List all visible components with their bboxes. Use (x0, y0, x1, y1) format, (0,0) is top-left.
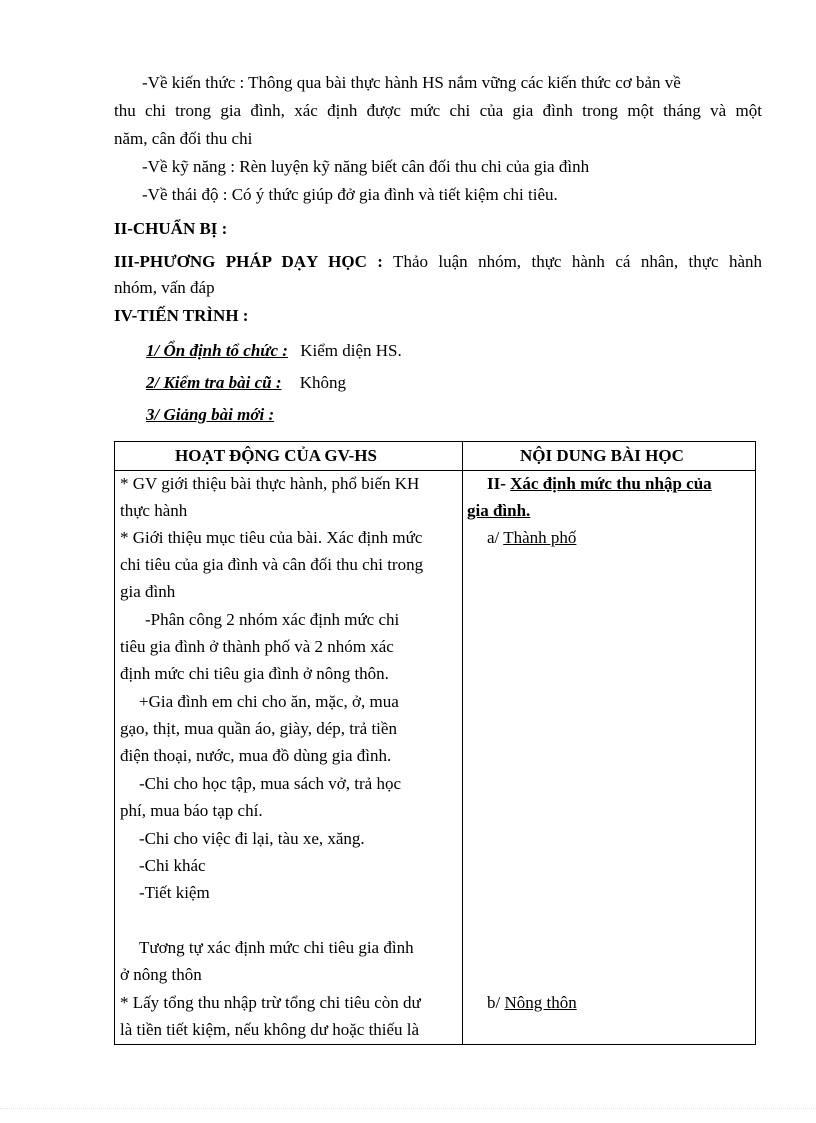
table-header-divider (115, 470, 755, 471)
content-item-label: Nông thôn (504, 993, 577, 1012)
content-item-prefix: a/ (487, 528, 504, 547)
table-header-activities: HOẠT ĐỘNG CỦA GV-HS (175, 446, 377, 465)
activity-line: -Phân công 2 nhóm xác định mức chi (145, 610, 400, 629)
table-header-content: NỘI DUNG BÀI HỌC (520, 446, 684, 465)
step-organization (146, 340, 402, 362)
content-heading (487, 473, 712, 495)
activity-line: là tiền tiết kiệm, nếu không dư hoặc thiếu là (120, 1020, 420, 1039)
methods-text-1: Thảo luận nhóm, thực hành cá nhân, thực hành (382, 252, 762, 271)
activity-line: gạo, thịt, mua quần áo, giày, dép, trả tiền (120, 719, 397, 738)
activity-line: -Chi cho học tập, mua sách vở, trả học (139, 774, 402, 793)
activity-line: gia đình (120, 582, 176, 601)
content-item-countryside (487, 992, 577, 1014)
activity-line: phí, mua báo tạp chí. (120, 801, 263, 820)
attitude-objective: -Về thái độ : Có ý thức giúp đở gia đình và tiết kiệm chi tiêu. (142, 185, 558, 204)
step-label: 3/ Giảng bài mới : (146, 405, 275, 424)
step-label: 1/ Ổn định tổ chức : (146, 341, 288, 360)
section-preparation: II-CHUẨN BỊ : (114, 219, 228, 238)
activity-line: định mức chi tiêu gia đình ở nông thôn. (120, 664, 389, 683)
page-bottom-rule (0, 1108, 816, 1109)
knowledge-objective-line-1: -Về kiến thức : Thông qua bài thực hành HS nắm vững các kiến thức cơ bản về (142, 73, 681, 92)
content-item-label: Thành phố (503, 528, 577, 547)
methods-text-2: nhóm, vấn đáp (114, 278, 215, 297)
activity-line: * Giới thiệu mục tiêu của bài. Xác định mức (120, 528, 423, 547)
activity-line: -Chi cho việc đi lại, tàu xe, xăng. (139, 829, 365, 848)
activity-line: chi tiêu của gia đình và cân đối thu chi trong (120, 555, 424, 574)
activity-line: tiêu gia đình ở thành phố và 2 nhóm xác (120, 637, 394, 656)
activity-line: Tương tự xác định mức chi tiêu gia đình (139, 938, 414, 957)
step-value: Không (299, 373, 347, 392)
lesson-table (114, 441, 756, 1045)
content-heading-prefix: II- (487, 474, 506, 493)
knowledge-objective-line-2: thu chi trong gia đình, xác định được mức chi của gia đình trong một tháng và một (114, 101, 762, 120)
step-check-old-lesson (146, 372, 346, 394)
content-heading-text: Xác định mức thu nhập của (510, 474, 712, 493)
methods-heading: III-PHƯƠNG PHÁP DẠY HỌC : (114, 252, 383, 271)
section-process: IV-TIẾN TRÌNH : (114, 306, 249, 325)
step-new-lesson (146, 404, 274, 426)
activity-line: thực hành (120, 501, 188, 520)
activity-line: -Chi khác (139, 856, 206, 875)
activity-line: điện thoại, nước, mua đồ dùng gia đình. (120, 746, 392, 765)
section-methods (114, 251, 762, 273)
knowledge-objective-line-3: năm, cân đối thu chi (114, 129, 253, 148)
step-label: 2/ Kiểm tra bài cũ : (146, 373, 282, 392)
activity-line: -Tiết kiệm (139, 883, 210, 902)
activity-line: +Gia đình em chi cho ăn, mặc, ở, mua (139, 692, 399, 711)
step-value: Kiểm diện HS. (300, 341, 402, 360)
activity-line: * Lấy tổng thu nhập trừ tổng chi tiêu còn dư (120, 993, 421, 1012)
content-item-prefix: b/ (487, 993, 505, 1012)
table-column-divider (462, 442, 463, 1044)
activity-line: ở nông thôn (120, 965, 202, 984)
content-heading-continued: gia đình. (467, 501, 531, 520)
skills-objective: -Về kỹ năng : Rèn luyện kỹ năng biết cân đối thu chi của gia đình (142, 157, 590, 176)
activity-line: * GV giới thiệu bài thực hành, phổ biến KH (120, 474, 420, 493)
content-item-city (487, 527, 576, 549)
